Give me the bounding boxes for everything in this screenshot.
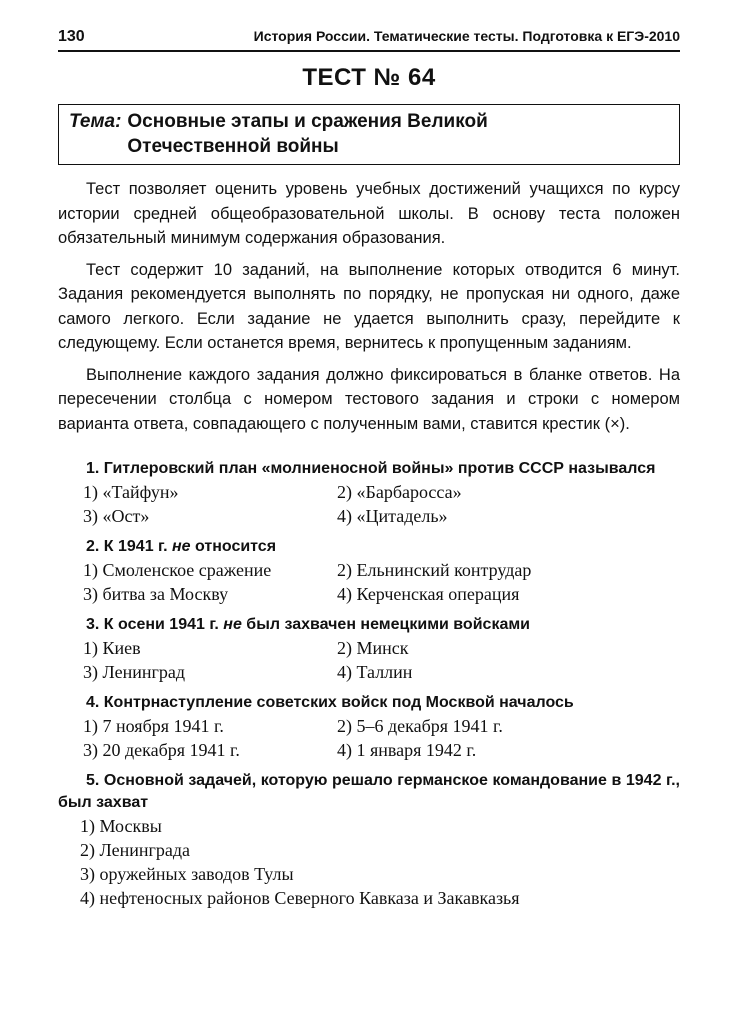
- question-title: [58, 536, 680, 558]
- answer-option: 1) Смоленское сражение: [83, 560, 272, 580]
- answer-option: 3) оружейных заводов Тулы: [80, 864, 294, 884]
- question-text: 2. К 1941 г.: [86, 538, 172, 555]
- answer-option: 4) 1 января 1942 г.: [337, 740, 477, 760]
- answer-option: 2) Ленинграда: [80, 840, 190, 860]
- answer-options: [58, 558, 680, 606]
- topic-text: Основные этапы и сражения Великой Отечественной войны: [127, 111, 488, 157]
- question-text: 3. К осени 1941 г.: [86, 616, 224, 633]
- answer-option: 3) 20 декабря 1941 г.: [83, 740, 240, 760]
- answer-option: 2) Ельнинский контрудар: [337, 560, 532, 580]
- answer-options: [58, 814, 680, 910]
- question-text: был захвачен немецкими войсками: [241, 616, 531, 633]
- question-5: [58, 770, 680, 910]
- answer-option: 2) 5–6 декабря 1941 г.: [337, 716, 503, 736]
- question-2: [58, 536, 680, 606]
- answer-option: 2) Минск: [337, 638, 409, 658]
- test-title: ТЕСТ № 64: [302, 64, 436, 91]
- answer-options: [58, 714, 680, 762]
- question-1: [58, 458, 680, 528]
- question-title: [58, 458, 680, 480]
- question-title: [58, 770, 680, 814]
- intro-paragraph: Тест содержит 10 заданий, на выполнение которых отводится 6 минут. Задания рекомендуется выполнять по порядку, не пропуская ни одного, даже самого легкого. Если задание не удается выполнить сразу, перейдите к следующему. Если останется время, вернитесь к пропущенным заданиям.: [58, 260, 680, 352]
- intro-paragraph: Тест позволяет оценить уровень учебных достижений учащихся по курсу истории средней общеобразовательной школы. В основу теста положен обязательный минимум содержания образования.: [58, 180, 680, 247]
- intro-paragraph: Выполнение каждого задания должно фиксироваться в бланке ответов. На пересечении столбца с номером тестового задания и строки с номером варианта ответа, совпадающего с полученным вами, ставится крестик (×).: [58, 365, 680, 433]
- book-page: [58, 28, 680, 910]
- running-header: [58, 28, 680, 52]
- topic-label: Тема:: [69, 111, 122, 132]
- answer-option: 1) Киев: [83, 638, 141, 658]
- answer-option: 1) «Тайфун»: [83, 482, 179, 502]
- topic-box: [58, 104, 680, 165]
- answer-option: 4) нефтеносных районов Северного Кавказа и Закавказья: [80, 888, 520, 908]
- answer-option: 2) «Барбаросса»: [337, 482, 462, 502]
- answer-option: 1) 7 ноября 1941 г.: [83, 716, 224, 736]
- question-text: 5. Основной задачей, которую решало германское командование в 1942 г., был захват: [58, 772, 680, 811]
- question-emphasis: не: [172, 538, 191, 555]
- intro-text: [58, 177, 680, 436]
- page-number: 130: [58, 28, 85, 45]
- answer-option: 1) Москвы: [80, 816, 162, 836]
- answer-option: 4) «Цитадель»: [337, 506, 448, 526]
- answer-options: [58, 480, 680, 528]
- answer-option: 3) битва за Москву: [83, 584, 229, 604]
- question-4: [58, 692, 680, 762]
- question-text: относится: [190, 538, 277, 555]
- answer-option: 4) Керченская операция: [337, 584, 520, 604]
- answer-option: 3) «Ост»: [83, 506, 150, 526]
- question-emphasis: не: [223, 616, 242, 633]
- answer-option: 4) Таллин: [337, 662, 413, 682]
- answer-option: 3) Ленинград: [83, 662, 185, 682]
- question-text: 1. Гитлеровский план «молниеносной войны» против СССР назывался: [86, 460, 656, 477]
- question-3: [58, 614, 680, 684]
- answer-options: [58, 636, 680, 684]
- running-title: История России. Тематические тесты. Подготовка к ЕГЭ-2010: [253, 28, 680, 44]
- question-title: [58, 614, 680, 636]
- question-title: [58, 692, 680, 714]
- question-text: 4. Контрнаступление советских войск под Москвой началось: [86, 694, 574, 711]
